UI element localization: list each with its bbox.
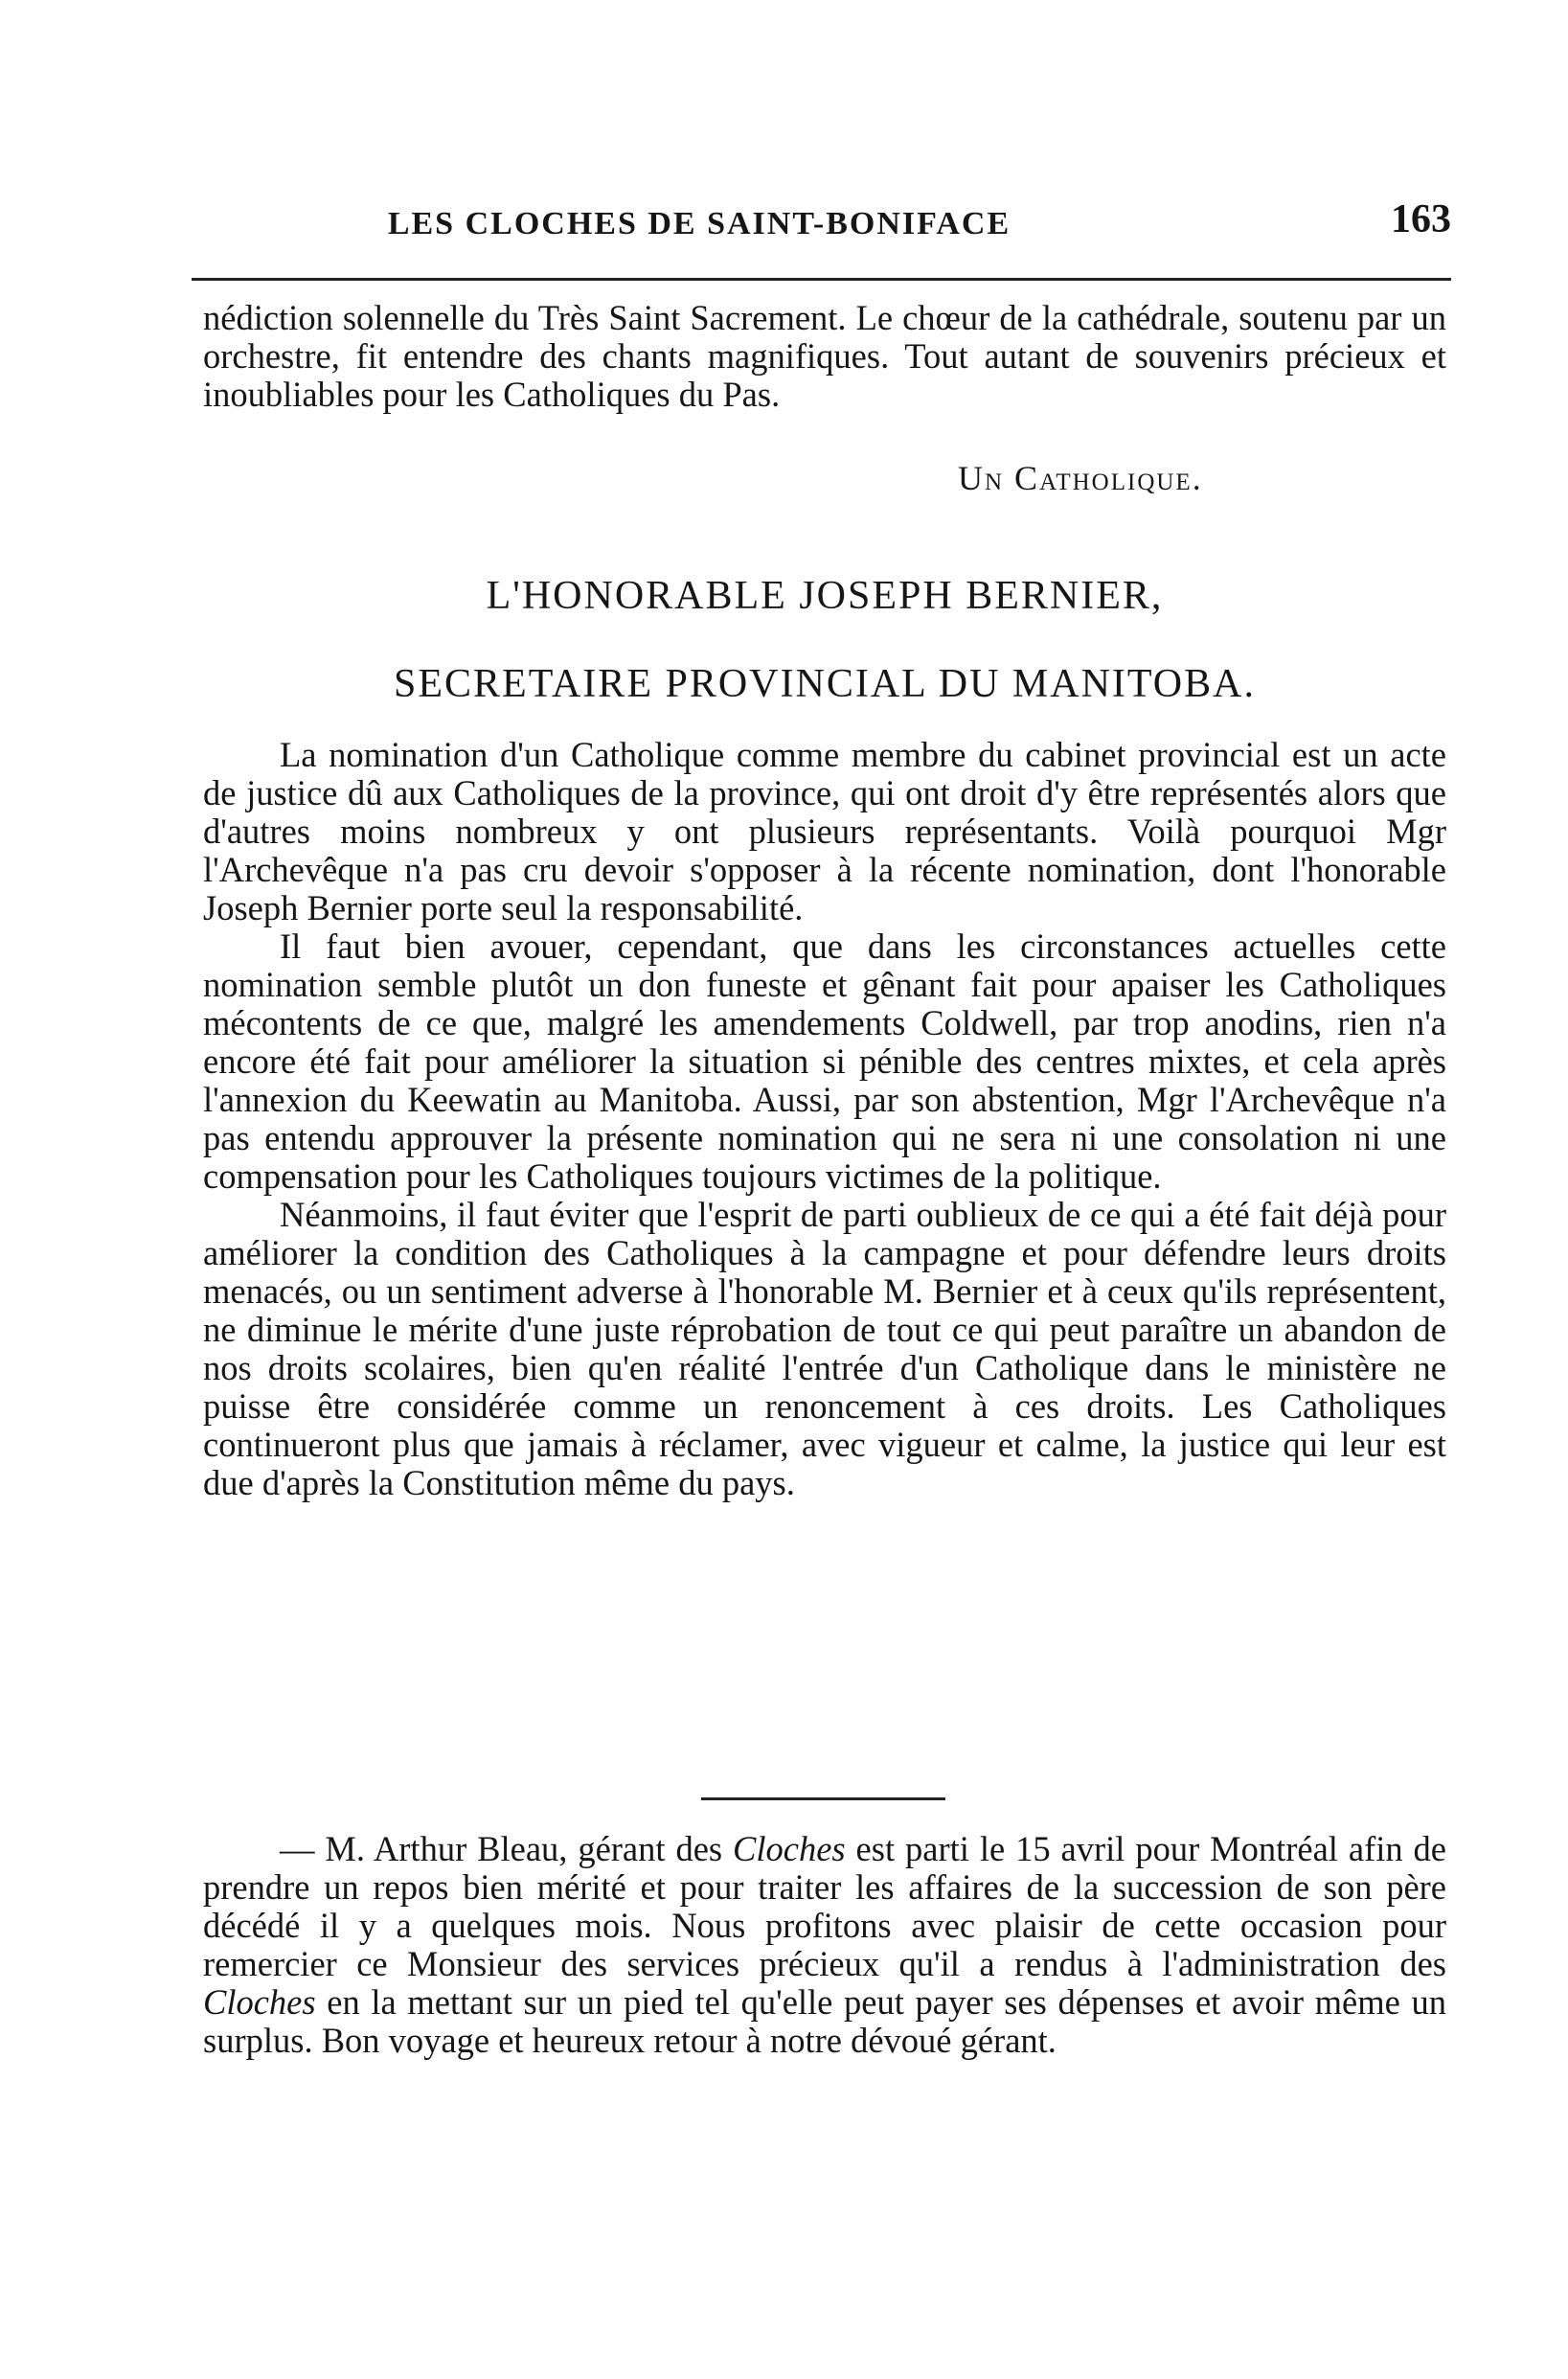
article-subtitle: SECRETAIRE PROVINCIAL DU MANITOBA. — [394, 662, 1256, 706]
continuation-text: nédiction solennelle du Très Saint Sacrement. Le chœur de la cathédrale, soutenu par un orchestre, fit entendre des chants magnifiques. Tout autant de souvenirs précieux et inoubliables pour les Catholiques du Pas. — [203, 298, 1446, 414]
notice-paragraph — [203, 1830, 1446, 2060]
article-paragraph: Néanmoins, il faut éviter que l'esprit de parti oublieux de ce qui a été fait déjà pour améliorer la condition des Catholiques à la campagne et pour défendre leurs droits menacés, ou un sentiment adverse à l'honorable M. Bernier et à ceux qu'ils représentent, ne diminue le mérite d'une juste réprobation de tout ce qui peut paraître un abandon de nos droits scolaires, bien qu'en réalité l'entrée d'un Catholique dans le ministère ne puisse être considérée comme un renoncement à ces droits. Les Catholiques continueront plus que jamais à réclamer, avec vigueur et calme, la justice qui leur est due d'après la Constitution même du pays. — [203, 1195, 1446, 1502]
publication-name: Cloches — [203, 1982, 316, 2022]
running-title: LES CLOCHES DE SAINT-BONIFACE — [387, 206, 1011, 241]
header-rule — [192, 278, 1451, 281]
page-number: 163 — [1391, 197, 1451, 241]
article-body — [203, 736, 1446, 1502]
notice-text — [203, 1830, 1446, 2060]
running-header — [206, 196, 1451, 254]
article-title: L'HONORABLE JOSEPH BERNIER, — [486, 574, 1164, 618]
notice-text-middle: est parti le 15 avril pour Montréal afin de prendre un repos bien mérité et pour traiter les affaires de la succession de son père décédé il y a quelques mois. Nous profitons avec plaisir de cette occasion pour remercier ce Monsieur des services précieux qu'il a rendus à l'administration des — [203, 1829, 1446, 1983]
publication-name: Cloches — [733, 1829, 846, 1868]
continuation-paragraph — [203, 299, 1446, 414]
article-paragraph: Il faut bien avouer, cependant, que dans les circonstances actuelles cette nomination semble plutôt un don funeste et gênant fait pour apaiser les Catholiques mécontents de ce que, malgré les amendements Coldwell, par trop anodins, rien n'a encore été fait pour améliorer la situation si pénible des centres mixtes, et cela après l'annexion du Keewatin au Manitoba. Aussi, par son abstention, Mgr l'Archevêque n'a pas entendu approuver la présente nomination qui ne sera ni une consolation ni une compensation pour les Catholiques toujours victimes de la politique. — [203, 926, 1446, 1196]
notice-text-end: en la mettant sur un pied tel qu'elle peut payer ses dépenses et avoir même un surplus. Bon voyage et heureux retour à notre dévoué gérant. — [203, 1982, 1446, 2060]
article-paragraph: La nomination d'un Catholique comme membre du cabinet provincial est un acte de justice dû aux Catholiques de la province, qui ont droit d'y être représentés alors que d'autres moins nombreux y ont plusieurs représentants. Voilà pourquoi Mgr l'Archevêque n'a pas cru devoir s'opposer à la récente nomination, dont l'honorable Joseph Bernier porte seul la responsabilité. — [203, 735, 1446, 927]
signature: Un Catholique. — [958, 459, 1203, 497]
notice-text-start: — M. Arthur Bleau, gérant des — [280, 1829, 734, 1868]
section-divider — [701, 1797, 945, 1800]
